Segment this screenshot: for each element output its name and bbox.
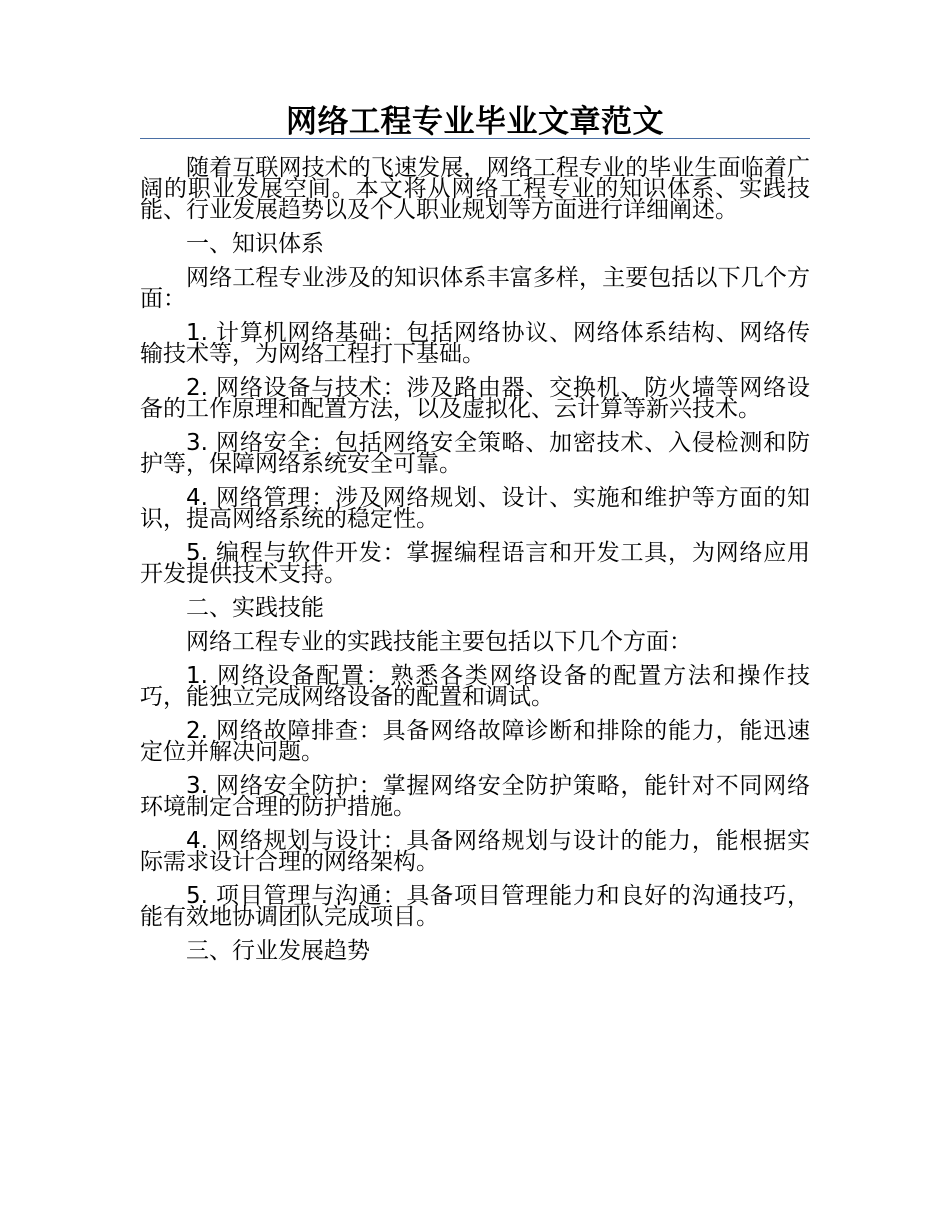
list-item: 4. 网络管理：涉及网络规划、设计、实施和维护等方面的知识，提高网络系统的稳定性。 <box>140 485 810 532</box>
list-item: 3. 网络安全：包括网络安全策略、加密技术、入侵检测和防护等，保障网络系统安全可靠。 <box>140 430 810 477</box>
paragraph: 网络工程专业涉及的知识体系丰富多样，主要包括以下几个方面： <box>140 265 810 312</box>
list-item: 5. 编程与软件开发：掌握编程语言和开发工具，为网络应用开发提供技术支持。 <box>140 540 810 587</box>
intro-paragraph: 随着互联网技术的飞速发展，网络工程专业的毕业生面临着广阔的职业发展空间。本文将从网络工程专业的知识体系、实践技能、行业发展趋势以及个人职业规划等方面进行详细阐述。 <box>140 155 810 223</box>
list-item: 1. 计算机网络基础：包括网络协议、网络体系结构、网络传输技术等，为网络工程打下基础。 <box>140 320 810 367</box>
list-item: 5. 项目管理与沟通：具备项目管理能力和良好的沟通技巧，能有效地协调团队完成项目。 <box>140 883 810 930</box>
list-item: 3. 网络安全防护：掌握网络安全防护策略，能针对不同网络环境制定合理的防护措施。 <box>140 773 810 820</box>
paragraph: 网络工程专业的实践技能主要包括以下几个方面： <box>186 629 692 655</box>
document-title: 网络工程专业毕业文章范文 <box>286 104 664 140</box>
list-item: 2. 网络设备与技术：涉及路由器、交换机、防火墙等网络设备的工作原理和配置方法，以及虚拟化、云计算等新兴技术。 <box>140 375 810 422</box>
list-item: 2. 网络故障排查：具备网络故障诊断和排除的能力，能迅速定位并解决问题。 <box>140 718 810 765</box>
section-heading-trends: 三、行业发展趋势 <box>186 938 370 964</box>
document-body <box>140 155 810 975</box>
title-underline <box>140 138 810 139</box>
list-item: 4. 网络规划与设计：具备网络规划与设计的能力，能根据实际需求设计合理的网络架构。 <box>140 828 810 875</box>
section-heading-skills: 二、实践技能 <box>186 595 324 621</box>
list-item: 1. 网络设备配置：熟悉各类网络设备的配置方法和操作技巧，能独立完成网络设备的配置和调试。 <box>140 663 810 710</box>
section-heading-knowledge: 一、知识体系 <box>186 231 324 257</box>
